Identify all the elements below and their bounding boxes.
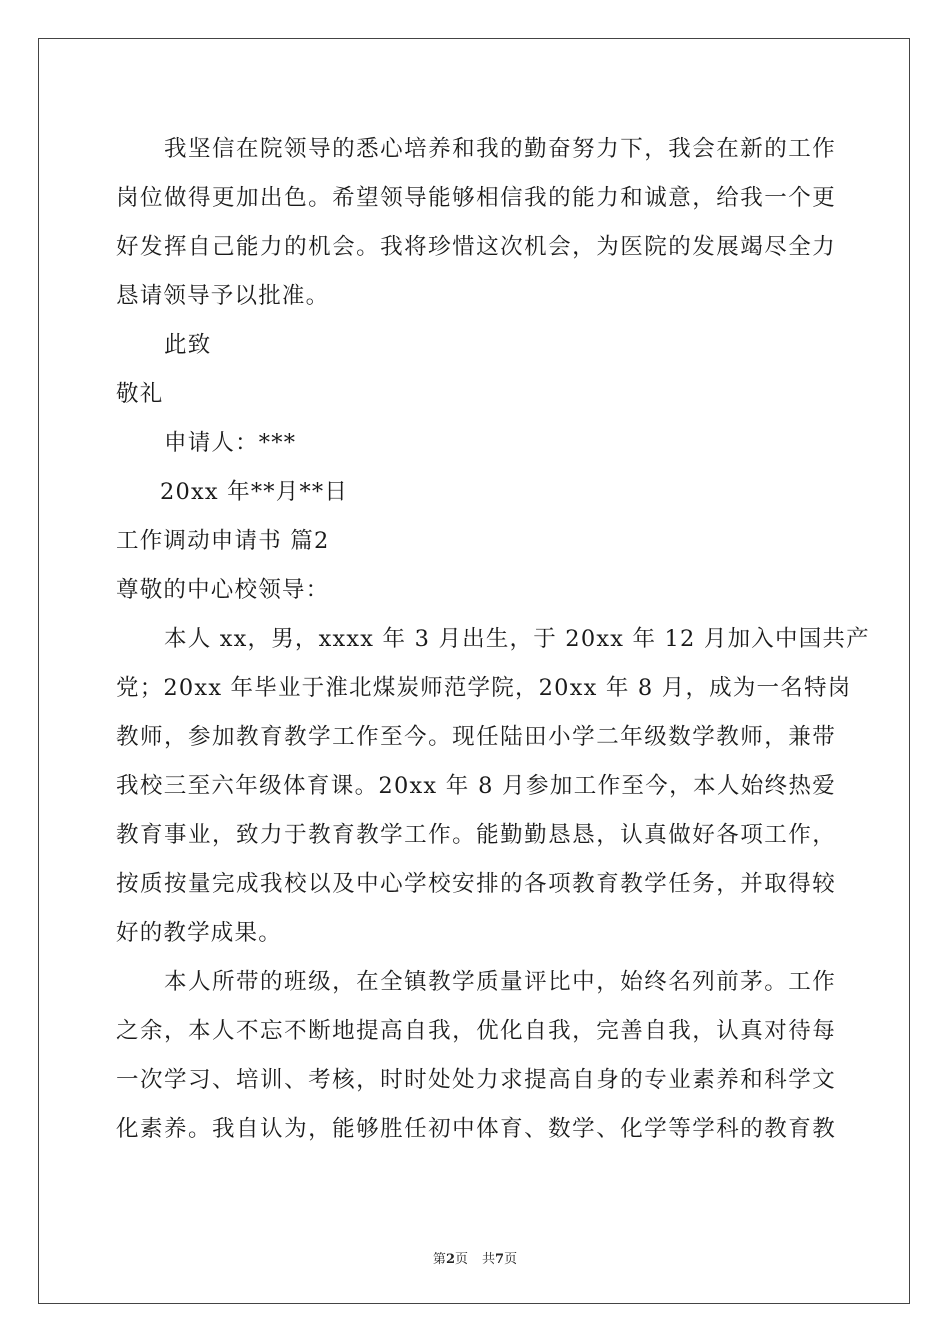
text-line: 教师，参加教育教学工作至今。现任陆田小学二年级数学教师，兼带 bbox=[116, 724, 836, 750]
text-line: 本人所带的班级，在全镇教学质量评比中，始终名列前茅。工作 bbox=[164, 969, 836, 995]
total-suffix: 页 bbox=[504, 1252, 518, 1267]
text-line: 此致 bbox=[164, 332, 212, 358]
current-page-number: 2 bbox=[445, 1252, 455, 1267]
text-line: 教育事业，致力于教育教学工作。能勤勤恳恳，认真做好各项工作， bbox=[116, 822, 836, 848]
page-suffix: 页 bbox=[454, 1252, 468, 1267]
text-line: 20xx 年**月**日 bbox=[160, 479, 349, 505]
text-line: 岗位做得更加出色。希望领导能够相信我的能力和诚意，给我一个更 bbox=[116, 185, 836, 211]
text-line: 尊敬的中心校领导： bbox=[116, 577, 330, 603]
page-footer bbox=[0, 1248, 950, 1267]
text-line: 之余，本人不忘不断地提高自我，优化自我，完善自我，认真对待每 bbox=[116, 1018, 836, 1044]
total-prefix: 共 bbox=[482, 1252, 496, 1267]
text-line: 敬礼 bbox=[116, 381, 164, 407]
text-line: 化素养。我自认为，能够胜任初中体育、数学、化学等学科的教育教 bbox=[116, 1116, 836, 1142]
text-line: 我坚信在院领导的悉心培养和我的勤奋努力下，我会在新的工作 bbox=[164, 136, 836, 162]
text-line: 恳请领导予以批准。 bbox=[116, 283, 330, 309]
text-line: 本人 xx，男，xxxx 年 3 月出生，于 20xx 年 12 月加入中国共产 bbox=[164, 626, 870, 652]
text-line: 按质按量完成我校以及中心学校安排的各项教育教学任务，并取得较 bbox=[116, 871, 836, 897]
text-line: 一次学习、培训、考核，时时处处力求提高自身的专业素养和科学文 bbox=[116, 1067, 836, 1093]
text-line: 好发挥自己能力的机会。我将珍惜这次机会，为医院的发展竭尽全力 bbox=[116, 234, 836, 260]
text-line: 申请人：*** bbox=[164, 430, 297, 456]
text-line: 党；20xx 年毕业于淮北煤炭师范学院，20xx 年 8 月，成为一名特岗 bbox=[116, 675, 852, 701]
page-prefix: 第 bbox=[432, 1252, 446, 1267]
text-line: 工作调动申请书 篇2 bbox=[116, 528, 330, 554]
document-body bbox=[116, 125, 870, 1154]
text-line: 好的教学成果。 bbox=[116, 920, 282, 946]
total-page-number: 7 bbox=[495, 1252, 505, 1267]
text-line: 我校三至六年级体育课。20xx 年 8 月参加工作至今，本人始终热爱 bbox=[116, 773, 836, 799]
